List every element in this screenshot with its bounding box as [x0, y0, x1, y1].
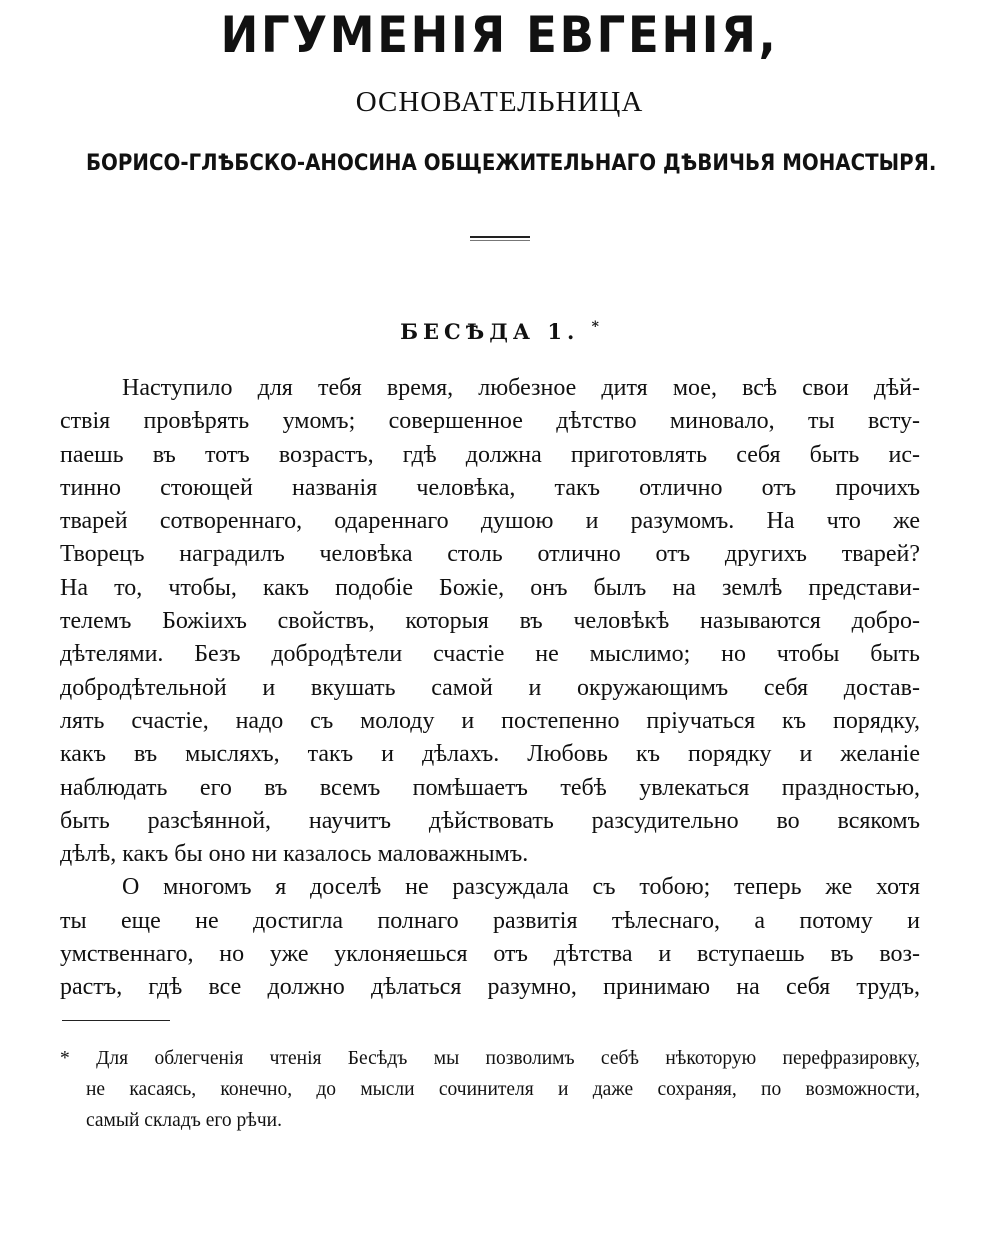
section-heading-text: БЕСѢДА 1. [400, 319, 580, 344]
body-line: ты еще не достигла полнаго развитія тѣлеснаго, а потому и [60, 907, 920, 934]
footnote-divider [62, 1020, 170, 1021]
body-line: умственнаго, но уже уклоняешься отъ дѣтства и вступаешь въ воз- [60, 941, 920, 968]
section-heading [0, 312, 999, 347]
body-line: наблюдать его въ всемъ помѣшаетъ тебѣ увлекаться праздностью, [60, 774, 920, 801]
body-line: дѣтелями. Безъ добродѣтели счастіе не мыслимо; но чтобы быть [60, 641, 920, 668]
body-line: паешь въ тотъ возрастъ, гдѣ должна приготовлять себя быть ис- [60, 441, 920, 468]
footnote [60, 1043, 920, 1136]
footnote-line: * Для облегченія чтенія Бесѣдъ мы позволимъ себѣ нѣкоторую перефразировку, [60, 1048, 920, 1069]
footnote-marker: * [591, 319, 599, 335]
body-line: быть разсѣянной, научитъ дѣйствовать разсудительно во всякомъ [60, 807, 920, 834]
body-line: тинно стоющей названія человѣка, такъ отлично отъ прочихъ [60, 474, 920, 501]
ornament-divider [470, 236, 530, 238]
monastery-name: БОРИСО-ГЛѢБСКО-АНОСИНА ОБЩЕЖИТЕЛЬНАГО ДѢВИЧЬЯ МОНАСТЫРЯ. [85, 151, 937, 176]
body-line: Творецъ наградилъ человѣка столь отлично отъ другихъ тварей? [60, 541, 920, 568]
body-text [60, 372, 920, 1005]
page-subtitle: ОСНОВАТЕЛЬНИЦА [355, 86, 644, 118]
body-line: Наступило для тебя время, любезное дитя мое, всѣ свои дѣй- [122, 375, 920, 401]
body-line: какъ въ мысляхъ, такъ и дѣлахъ. Любовь къ порядку и желаніе [60, 741, 920, 768]
body-line: О многомъ я доселѣ не разсуждала съ тобою; теперь же хотя [122, 874, 920, 901]
body-line: На то, чтобы, какъ подобіе Божіе, онъ былъ на землѣ представи- [60, 574, 920, 601]
body-line: добродѣтельной и вкушать самой и окружающимъ себя достав- [60, 674, 920, 701]
footnote-line: самый складъ его рѣчи. [86, 1110, 282, 1131]
body-line: дѣлѣ, какъ бы оно ни казалось маловажнымъ. [60, 841, 529, 868]
page-title: ИГУМЕНІЯ ЕВГЕНІЯ, [220, 6, 779, 64]
body-line: растъ, гдѣ все должно дѣлаться разумно, принимаю на себя трудъ, [60, 974, 920, 1001]
body-line: ствія провѣрять умомъ; совершенное дѣтство миновало, ты всту- [60, 408, 920, 435]
body-line: телемъ Божіихъ свойствъ, которыя въ человѣкѣ называются добро- [60, 608, 920, 635]
body-line: тварей сотвореннаго, одареннаго душою и разумомъ. На что же [60, 508, 920, 535]
footnote-line: не касаясь, конечно, до мысли сочинителя и даже сохраняя, по возможности, [86, 1079, 920, 1100]
body-line: лять счастіе, надо съ молоду и постепенно пріучаться къ порядку, [60, 707, 920, 734]
